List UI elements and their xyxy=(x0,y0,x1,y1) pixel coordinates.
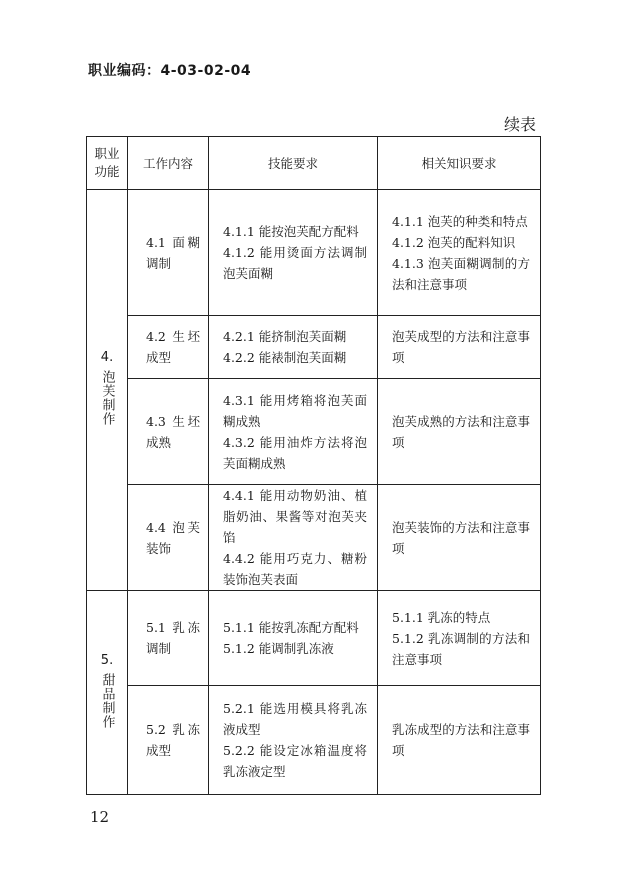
work-text: 4.4 泡芙装饰 xyxy=(146,519,200,556)
knowledge-item: 泡芙成熟的方法和注意事项 xyxy=(392,413,530,450)
function-number: 4. xyxy=(100,350,114,365)
table-row xyxy=(87,316,541,379)
knowledge-item: 4.1.1 泡芙的种类和特点 xyxy=(392,213,528,229)
work-text: 5.2 乳冻成型 xyxy=(146,722,200,758)
skills-cell xyxy=(209,316,378,379)
skills-cell xyxy=(209,379,378,485)
knowledge-cell xyxy=(378,316,541,379)
header-function-line1: 职业 xyxy=(94,146,120,161)
skill-item: 5.1.1 能按乳冻配方配料 xyxy=(223,620,359,635)
function-cell-4 xyxy=(87,190,128,591)
work-cell xyxy=(128,316,209,379)
table-row xyxy=(87,591,541,686)
skill-item: 4.2.1 能挤制泡芙面糊 xyxy=(223,329,347,344)
header-work: 工作内容 xyxy=(128,137,209,190)
skill-item: 5.2.2 能设定冰箱温度将乳冻液定型 xyxy=(223,743,367,779)
occupation-code: 职业编码：4-03-02-04 xyxy=(88,63,252,79)
knowledge-cell xyxy=(378,190,541,316)
skill-item: 4.1.2 能用烫面方法调制泡芙面糊 xyxy=(223,245,367,281)
skill-item: 5.1.2 能调制乳冻液 xyxy=(223,641,334,656)
skill-item: 4.1.1 能按泡芙配方配料 xyxy=(223,224,359,239)
knowledge-cell xyxy=(378,591,541,686)
knowledge-item: 泡芙成型的方法和注意事项 xyxy=(392,329,530,365)
table-row xyxy=(87,379,541,485)
function-cell-5 xyxy=(87,591,128,795)
work-text: 4.3 生坯成熟 xyxy=(146,413,200,450)
continued-label: 续表 xyxy=(503,115,536,134)
knowledge-item: 5.1.1 乳冻的特点 xyxy=(392,609,491,625)
knowledge-cell xyxy=(378,379,541,485)
skill-item: 4.4.1 能用动物奶油、植脂奶油、果酱等对泡芙夹馅 xyxy=(223,488,367,545)
header-skills: 技能要求 xyxy=(209,137,378,190)
knowledge-item: 4.1.3 泡芙面糊调制的方法和注意事项 xyxy=(392,255,530,292)
table-header-row xyxy=(87,137,541,190)
skills-cell xyxy=(209,485,378,591)
skill-item: 5.2.1 能选用模具将乳冻液成型 xyxy=(223,701,367,737)
work-text: 4.1 面糊调制 xyxy=(146,234,200,271)
knowledge-item: 泡芙装饰的方法和注意事项 xyxy=(392,519,530,556)
skills-table xyxy=(86,136,541,795)
function-name: 甜品制作 xyxy=(99,672,115,729)
table-row xyxy=(87,686,541,795)
work-cell xyxy=(128,686,209,795)
header-function-line2: 功能 xyxy=(94,164,120,179)
work-text: 5.1 乳冻调制 xyxy=(146,620,200,656)
page-number: 12 xyxy=(90,808,110,826)
knowledge-item: 4.1.2 泡芙的配料知识 xyxy=(392,234,516,250)
table-row xyxy=(87,485,541,591)
skills-cell xyxy=(209,190,378,316)
work-cell xyxy=(128,591,209,686)
function-name: 泡芙制作 xyxy=(99,370,115,426)
knowledge-item: 5.1.2 乳冻调制的方法和注意事项 xyxy=(392,630,530,667)
work-text: 4.2 生坯成型 xyxy=(146,329,200,365)
skill-item: 4.2.2 能裱制泡芙面糊 xyxy=(223,350,347,365)
header-function xyxy=(87,137,128,190)
table-row xyxy=(87,190,541,316)
work-cell xyxy=(128,485,209,591)
skill-item: 4.3.1 能用烤箱将泡芙面糊成熟 xyxy=(223,392,367,429)
knowledge-cell xyxy=(378,485,541,591)
function-number: 5. xyxy=(100,652,114,668)
knowledge-cell xyxy=(378,686,541,795)
skills-cell xyxy=(209,686,378,795)
knowledge-item: 乳冻成型的方法和注意事项 xyxy=(392,722,530,758)
work-cell xyxy=(128,379,209,485)
skill-item: 4.4.2 能用巧克力、糖粉装饰泡芙表面 xyxy=(223,551,367,587)
skills-cell xyxy=(209,591,378,686)
work-cell xyxy=(128,190,209,316)
header-knowledge: 相关知识要求 xyxy=(378,137,541,190)
skill-item: 4.3.2 能用油炸方法将泡芙面糊成熟 xyxy=(223,434,367,471)
